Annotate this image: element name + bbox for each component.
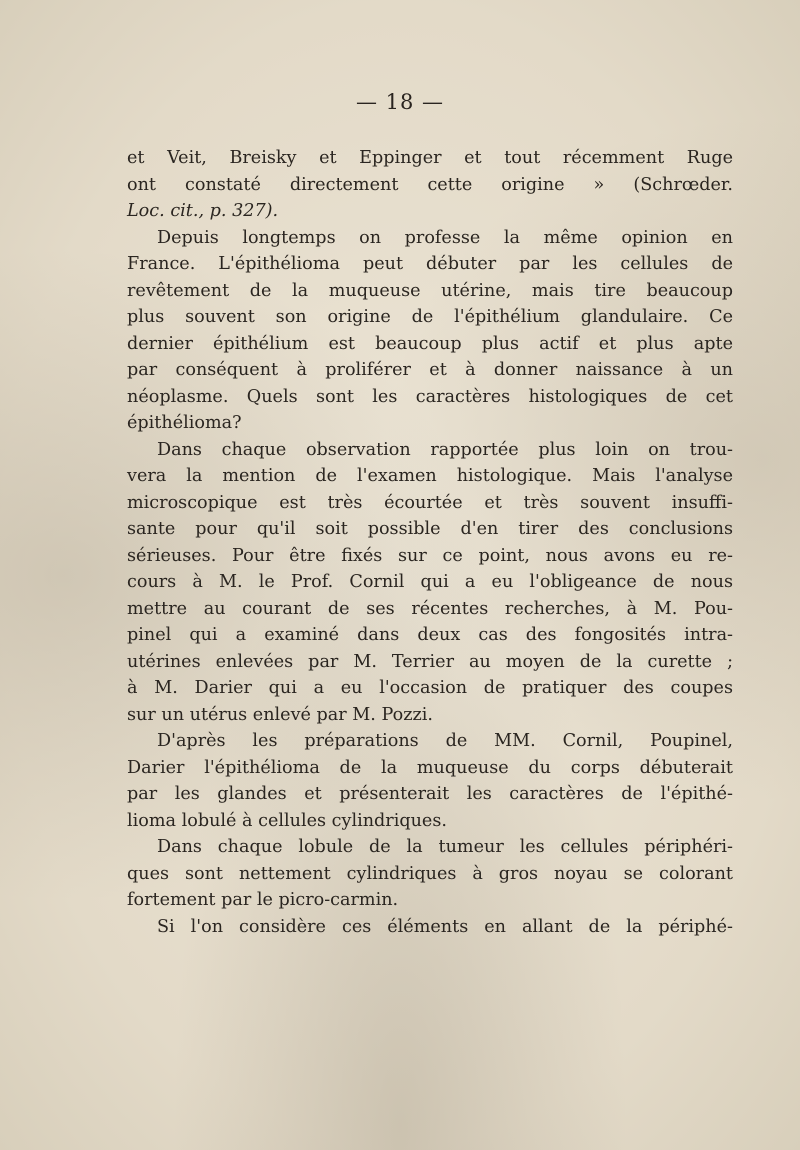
text-line: vera la mention de l'examen histologique. Mais l'analyse (127, 466, 733, 486)
text-line: plus souvent son origine de l'épithélium glandulaire. Ce (127, 307, 733, 327)
page-number: — 18 — (355, 90, 445, 114)
text-line: Loc. cit., p. 327). (127, 201, 279, 221)
text-line: mettre au courant de ses récentes recherches, à M. Pou- (127, 598, 733, 619)
paragraph (127, 225, 733, 437)
text-line: néoplasme. Quels sont les caractères histologiques de cet (127, 386, 733, 407)
body-text (127, 145, 733, 940)
text-line: à M. Darier qui a eu l'occasion de pratiquer des coupes (127, 678, 733, 698)
paragraph (127, 145, 733, 225)
paragraph (127, 437, 733, 729)
text-line: et Veit, Breisky et Eppinger et tout récemment Ruge (127, 148, 733, 168)
text-line: ont constaté directement cette origine » (Schrœder. (127, 174, 733, 195)
text-line: par les glandes et présenterait les caractères de l'épithé- (127, 784, 733, 804)
text-line: dernier épithélium est beaucoup plus actif et plus apte (127, 333, 733, 354)
text-line: D'après les préparations de MM. Cornil, Poupinel, (157, 731, 733, 751)
text-line: par conséquent à proliférer et à donner naissance à un (127, 360, 733, 380)
text-line: cours à M. le Prof. Cornil qui a eu l'obligeance de nous (127, 572, 733, 592)
text-line: Depuis longtemps on professe la même opinion en (157, 227, 733, 248)
text-line: lioma lobulé à cellules cylindriques. (127, 810, 447, 831)
text-line: microscopique est très écourtée et très souvent insuffi- (127, 492, 733, 513)
text-line: Si l'on considère ces éléments en allant de la périphé- (157, 916, 733, 937)
text-line: revêtement de la muqueuse utérine, mais tire beaucoup (127, 280, 733, 301)
text-line: Darier l'épithélioma de la muqueuse du corps débuterait (127, 757, 733, 778)
text-line: Dans chaque lobule de la tumeur les cellules périphéri- (157, 837, 733, 857)
text-line: fortement par le picro-carmin. (127, 890, 399, 910)
text-line: sante pour qu'il soit possible d'en tirer des conclusions (127, 519, 733, 539)
text-line: utérines enlevées par M. Terrier au moyen de la curette ; (127, 651, 733, 672)
paragraph (127, 914, 733, 941)
text-line: épithélioma? (127, 413, 242, 433)
text-line: sur un utérus enlevé par M. Pozzi. (127, 704, 433, 725)
text-line: Dans chaque observation rapportée plus loin on trou- (157, 439, 733, 460)
text-line: pinel qui a examiné dans deux cas des fongosités intra- (127, 625, 733, 645)
paragraph (127, 728, 733, 834)
paragraph (127, 834, 733, 914)
text-line: sérieuses. Pour être fixés sur ce point, nous avons eu re- (127, 545, 733, 566)
text-line: France. L'épithélioma peut débuter par les cellules de (127, 254, 733, 274)
text-line: ques sont nettement cylindriques à gros noyau se colorant (127, 863, 733, 884)
